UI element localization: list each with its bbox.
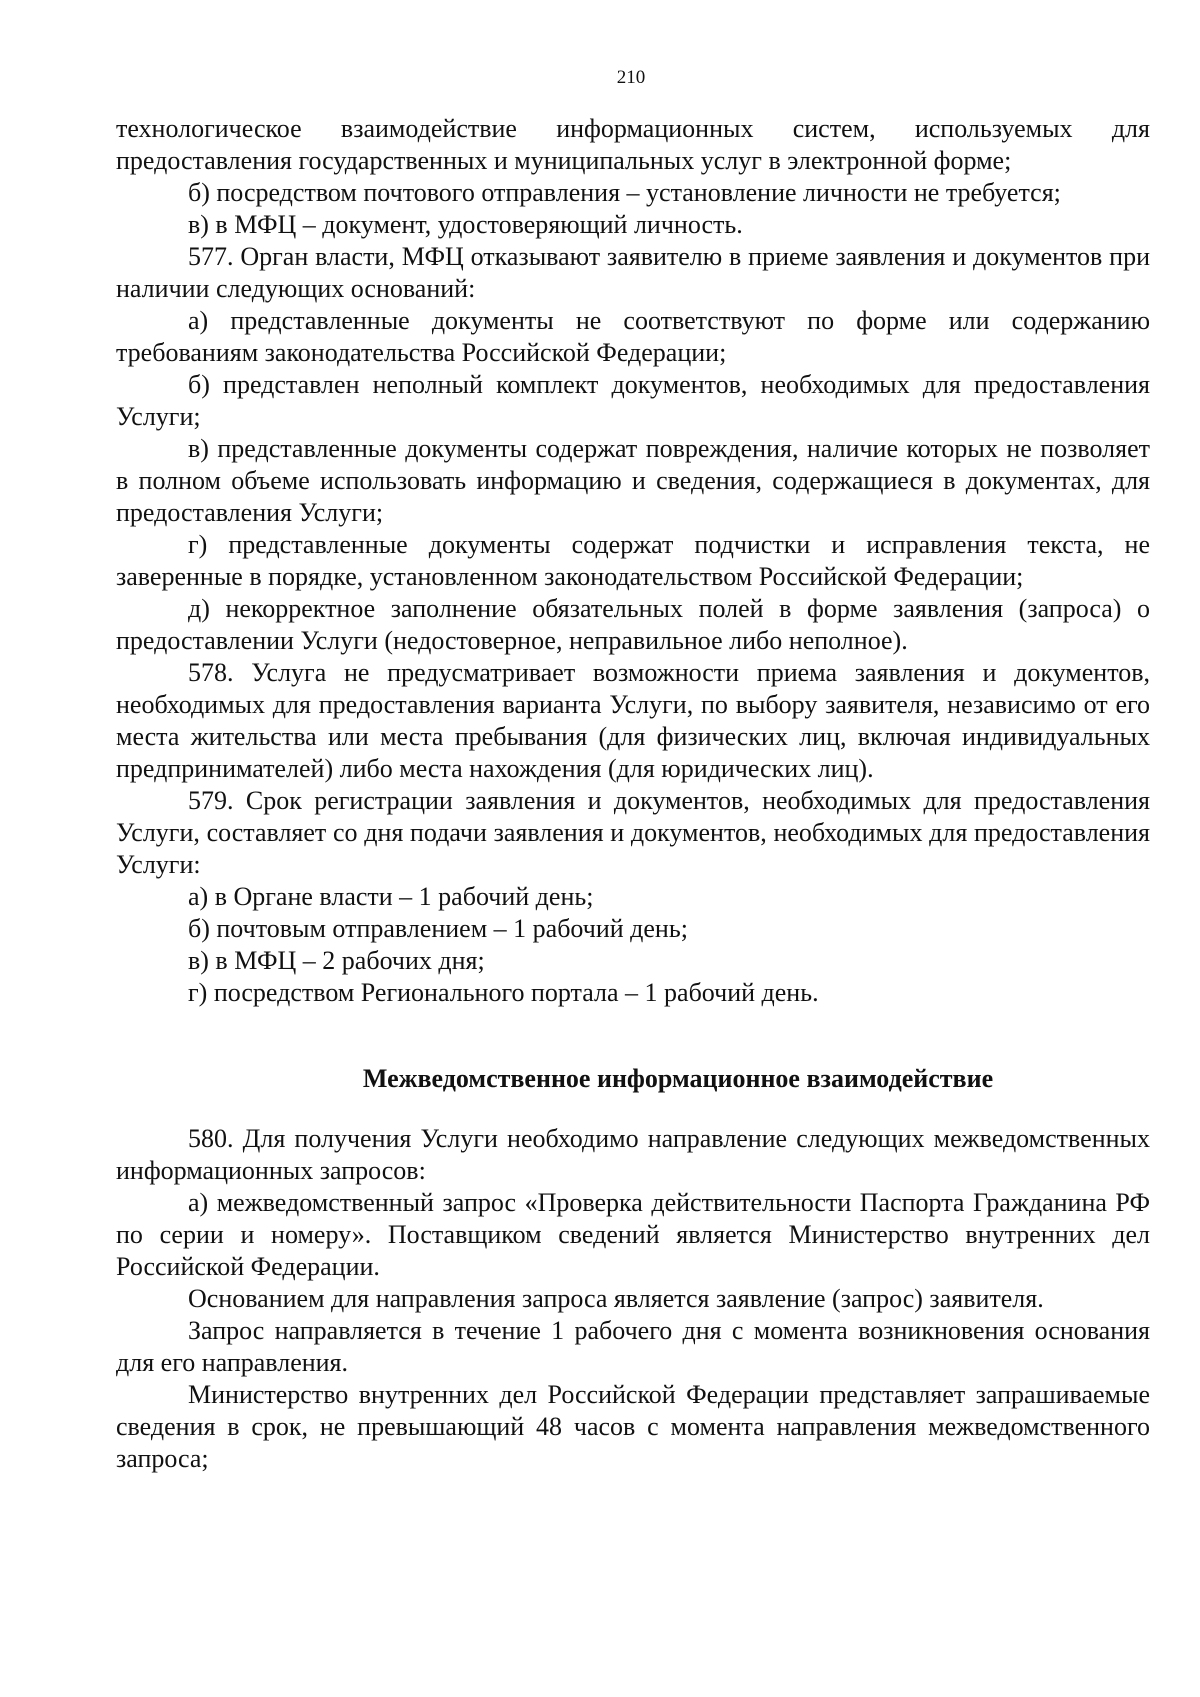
paragraph-clause-580: 580. Для получения Услуги необходимо направление следующих межведомственных информационных запросов: (116, 1124, 1150, 1185)
paragraph-item: б) представлен неполный комплект документов, необходимых для предоставления Услуги; (116, 370, 1150, 431)
section-heading: Межведомственное информационное взаимодействие (362, 1064, 994, 1093)
paragraph-item: Запрос направляется в течение 1 рабочего дня с момента возникновения основания для его направления. (116, 1316, 1150, 1377)
paragraph-item: Министерство внутренних дел Российской Федерации представляет запрашиваемые сведения в срок, не превышающий 48 часов с момента направления межведомственного запроса; (116, 1380, 1150, 1473)
paragraph-item: в) в МФЦ – 2 рабочих дня; (188, 946, 485, 975)
paragraph-item: б) посредством почтового отправления – установление личности не требуется; (188, 178, 1061, 207)
paragraph-clause-577: 577. Орган власти, МФЦ отказывают заявителю в приеме заявления и документов при наличии следующих оснований: (116, 242, 1150, 303)
paragraphs-before-heading (116, 113, 1150, 1009)
paragraph-clause-578: 578. Услуга не предусматривает возможности приема заявления и документов, необходимых для предоставления варианта Услуги, по выбору заявителя, независимо от его места жительства или места пребывания (для физических лиц, включая индивидуальных предпринимателей) либо места нахождения (для юридических лиц). (116, 658, 1150, 783)
page-number: 210 (616, 67, 646, 88)
paragraph-item: а) межведомственный запрос «Проверка действительности Паспорта Гражданина РФ по серии и номеру». Поставщиком сведений является Министерство внутренних дел Российской Федерации. (116, 1188, 1150, 1281)
paragraph-item: д) некорректное заполнение обязательных полей в форме заявления (запроса) о предоставлении Услуги (недостоверное, неправильное либо неполное). (116, 594, 1150, 655)
paragraph-item: Основанием для направления запроса является заявление (запрос) заявителя. (188, 1284, 1044, 1313)
paragraph-item: в) в МФЦ – документ, удостоверяющий личность. (188, 210, 743, 239)
paragraphs-after-heading (116, 1123, 1150, 1475)
paragraph-item: а) представленные документы не соответствуют по форме или содержанию требованиям законодательства Российской Федерации; (116, 306, 1150, 367)
paragraph-item: г) представленные документы содержат подчистки и исправления текста, не заверенные в порядке, установленном законодательством Российской Федерации; (116, 530, 1150, 591)
document-body (116, 113, 1150, 1475)
paragraph-item: б) почтовым отправлением – 1 рабочий день; (188, 914, 688, 943)
paragraph-item: г) посредством Регионального портала – 1 рабочий день. (188, 978, 819, 1007)
paragraph-item: а) в Органе власти – 1 рабочий день; (188, 882, 594, 911)
paragraph-clause-579: 579. Срок регистрации заявления и документов, необходимых для предоставления Услуги, составляет со дня подачи заявления и документов, необходимых для предоставления Услуги: (116, 786, 1150, 879)
paragraph-continuation: технологическое взаимодействие информационных систем, используемых для предоставления государственных и муниципальных услуг в электронной форме; (116, 114, 1150, 175)
paragraph-item: в) представленные документы содержат повреждения, наличие которых не позволяет в полном объеме использовать информацию и сведения, содержащиеся в документах, для предоставления Услуги; (116, 434, 1150, 527)
